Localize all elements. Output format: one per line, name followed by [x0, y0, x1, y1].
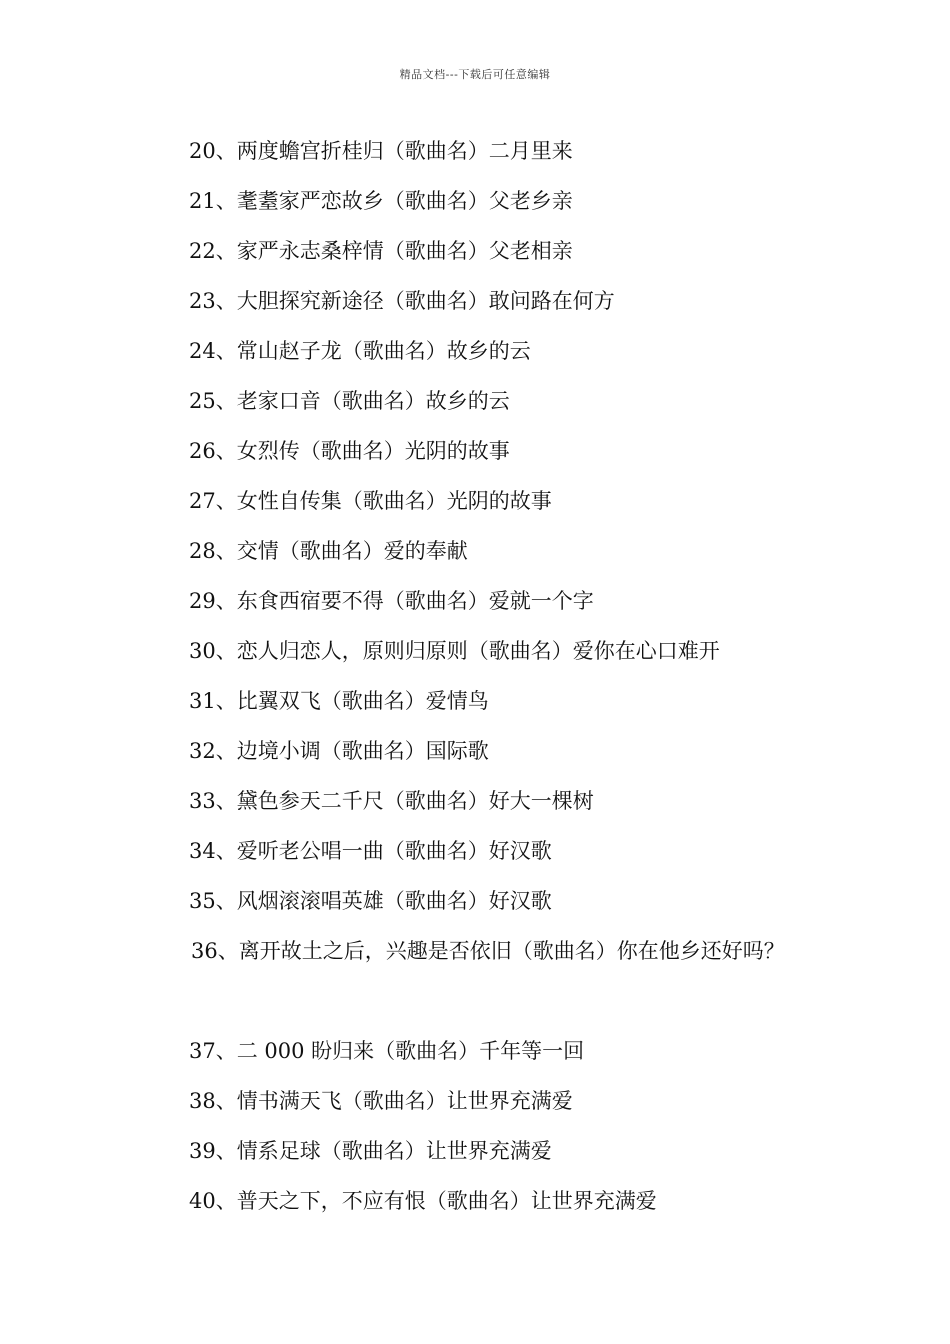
riddle-item: 22、家严永志桑梓情（歌曲名）父老相亲 — [189, 239, 573, 263]
riddle-item: 25、老家口音（歌曲名）故乡的云 — [189, 389, 510, 413]
riddle-item: 35、风烟滚滚唱英雄（歌曲名）好汉歌 — [189, 889, 552, 913]
riddle-list — [189, 134, 889, 1234]
riddle-item: 29、东食西宿要不得（歌曲名）爱就一个字 — [189, 589, 594, 613]
riddle-item: 32、边境小调（歌曲名）国际歌 — [189, 739, 489, 763]
riddle-item: 20、两度蟾宫折桂归（歌曲名）二月里来 — [189, 139, 573, 163]
riddle-item: 36、离开故土之后，兴趣是否依旧（歌曲名）你在他乡还好吗？ — [191, 939, 785, 963]
riddle-item: 40、普天之下，不应有恨（歌曲名）让世界充满爱 — [189, 1189, 657, 1213]
riddle-item: 23、大胆探究新途径（歌曲名）敢问路在何方 — [189, 289, 615, 313]
riddle-item: 31、比翼双飞（歌曲名）爱情鸟 — [189, 689, 489, 713]
riddle-item: 34、爱听老公唱一曲（歌曲名）好汉歌 — [189, 839, 552, 863]
riddle-item: 39、情系足球（歌曲名）让世界充满爱 — [189, 1139, 552, 1163]
riddle-item: 21、耄耋家严恋故乡（歌曲名）父老乡亲 — [189, 189, 573, 213]
riddle-item: 26、女烈传（歌曲名）光阴的故事 — [189, 439, 510, 463]
riddle-item: 37、二 000 盼归来（歌曲名）千年等一回 — [189, 1039, 585, 1063]
riddle-item: 38、情书满天飞（歌曲名）让世界充满爱 — [189, 1089, 573, 1113]
riddle-item: 33、黛色参天二千尺（歌曲名）好大一棵树 — [189, 789, 594, 813]
riddle-item: 27、女性自传集（歌曲名）光阴的故事 — [189, 489, 552, 513]
page-header: 精品文档---下载后可任意编辑 — [399, 68, 551, 81]
riddle-item: 28、交情（歌曲名）爱的奉献 — [189, 539, 468, 563]
riddle-item: 30、恋人归恋人，原则归原则（歌曲名）爱你在心口难开 — [189, 639, 720, 663]
riddle-item: 24、常山赵子龙（歌曲名）故乡的云 — [189, 339, 531, 363]
